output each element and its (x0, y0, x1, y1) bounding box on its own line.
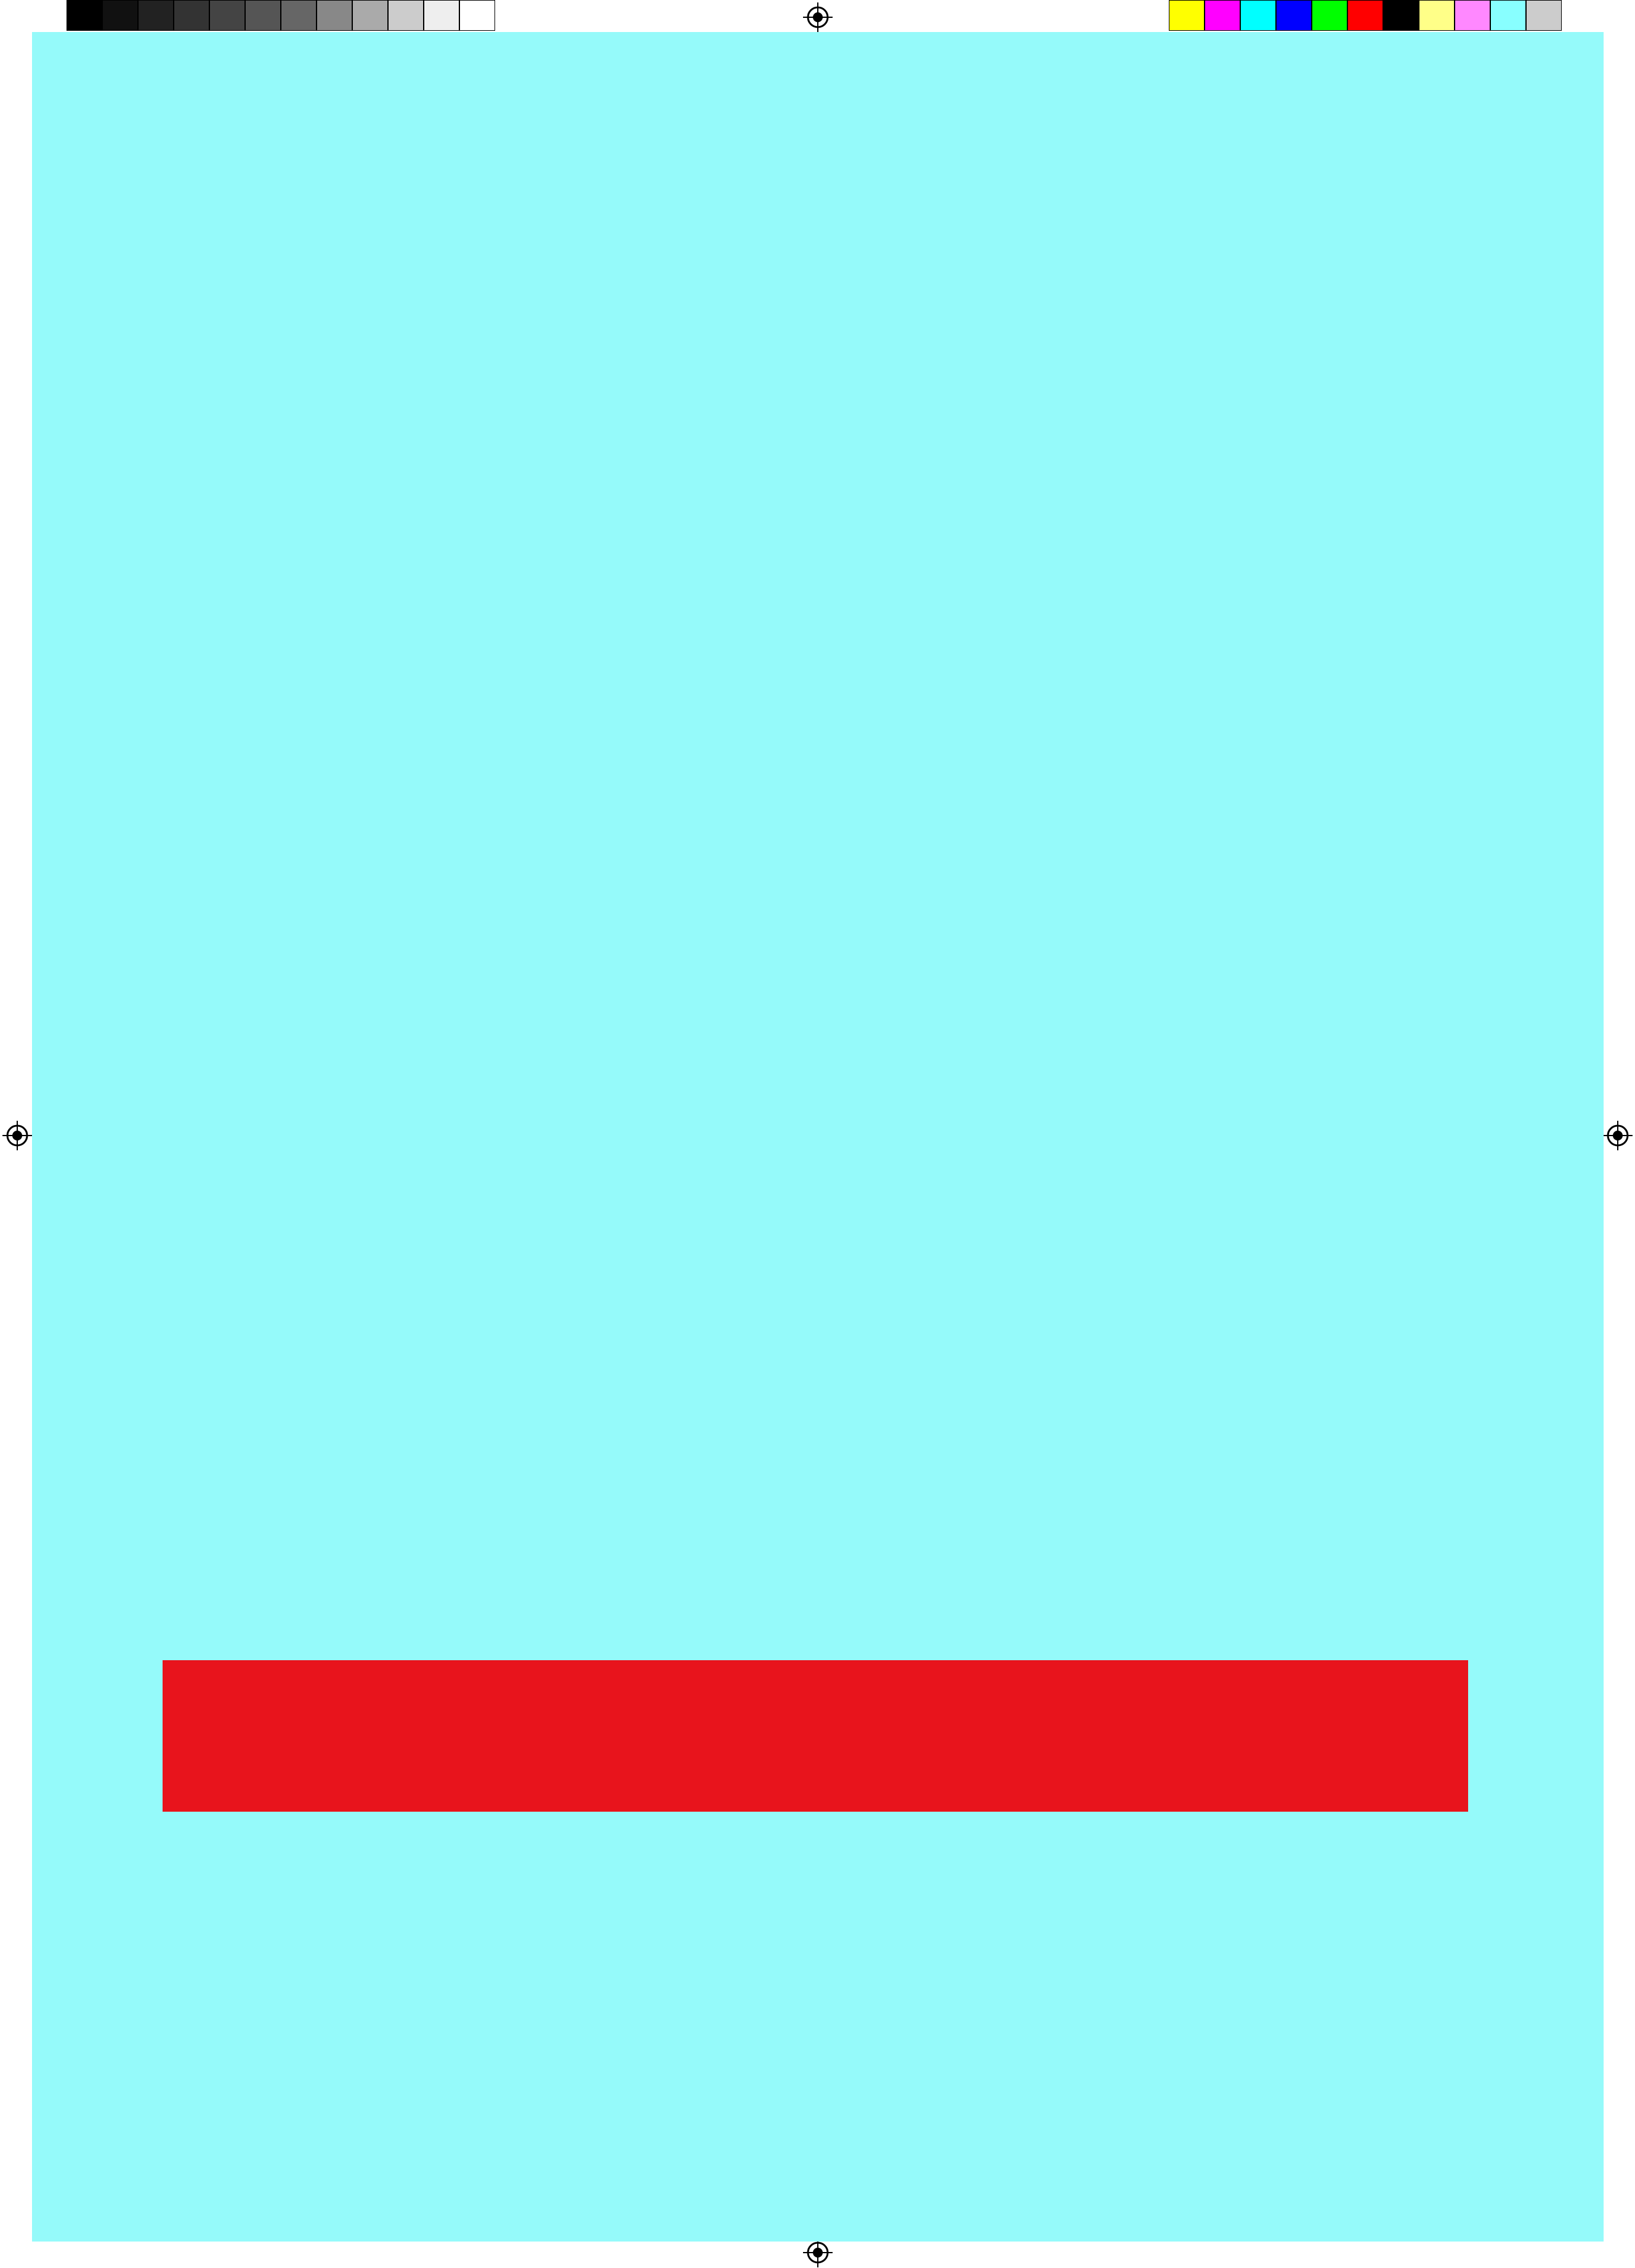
event-callout-box (163, 1660, 1468, 1812)
